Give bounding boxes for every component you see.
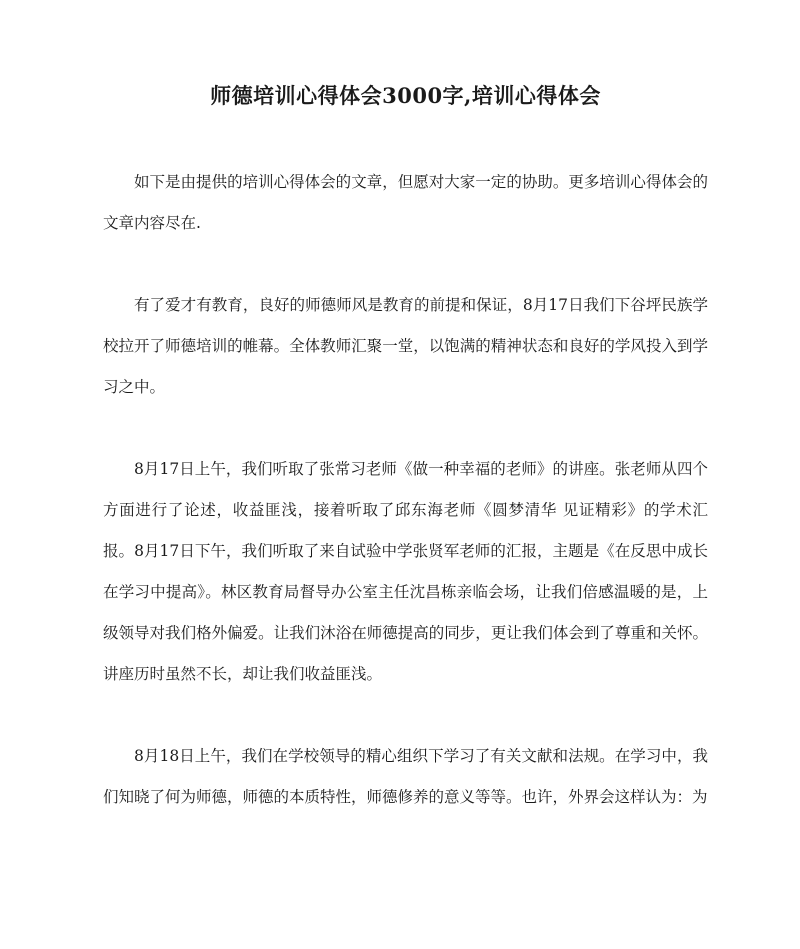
paragraph-lectures: 8月17日上午，我们听取了张常习老师《做一种幸福的老师》的讲座。张老师从四个方面进行了论述，收益匪浅，接着听取了邱东海老师《圆梦清华 见证精彩》的学术汇报。8月17日下午，我们听取了来自试验中学张贤军老师的汇报，主题是《在反思中成长 在学习中提高》。林区教育局督导办公室主任沈昌栋亲临会场，让我们倍感温暖的是，上级领导对我们格外偏爱。让我们沐浴在师德提高的同步，更让我们体会到了尊重和关怀。讲座历时虽然不长，却让我们收益匪浅。	[103, 460, 708, 683]
paragraph-training-start: 有了爱才有教育，良好的师德师风是教育的前提和保证，8月17日我们下谷坪民族学校拉开了师德培训的帷幕。全体教师汇聚一堂，以饱满的精神状态和良好的学风投入到学习之中。	[103, 296, 708, 396]
paragraph-intro: 如下是由提供的培训心得体会的文章，但愿对大家一定的协助。更多培训心得体会的文章内容尽在.	[103, 173, 708, 232]
paragraph-regulations: 8月18日上午，我们在学校领导的精心组织下学习了有关文献和法规。在学习中，我们知晓了何为师德，师德的本质特性，师德修养的意义等等。也许，外界会这样认为：为	[103, 747, 708, 806]
document-title: 师德培训心得体会3000字,培训心得体会	[210, 83, 601, 108]
